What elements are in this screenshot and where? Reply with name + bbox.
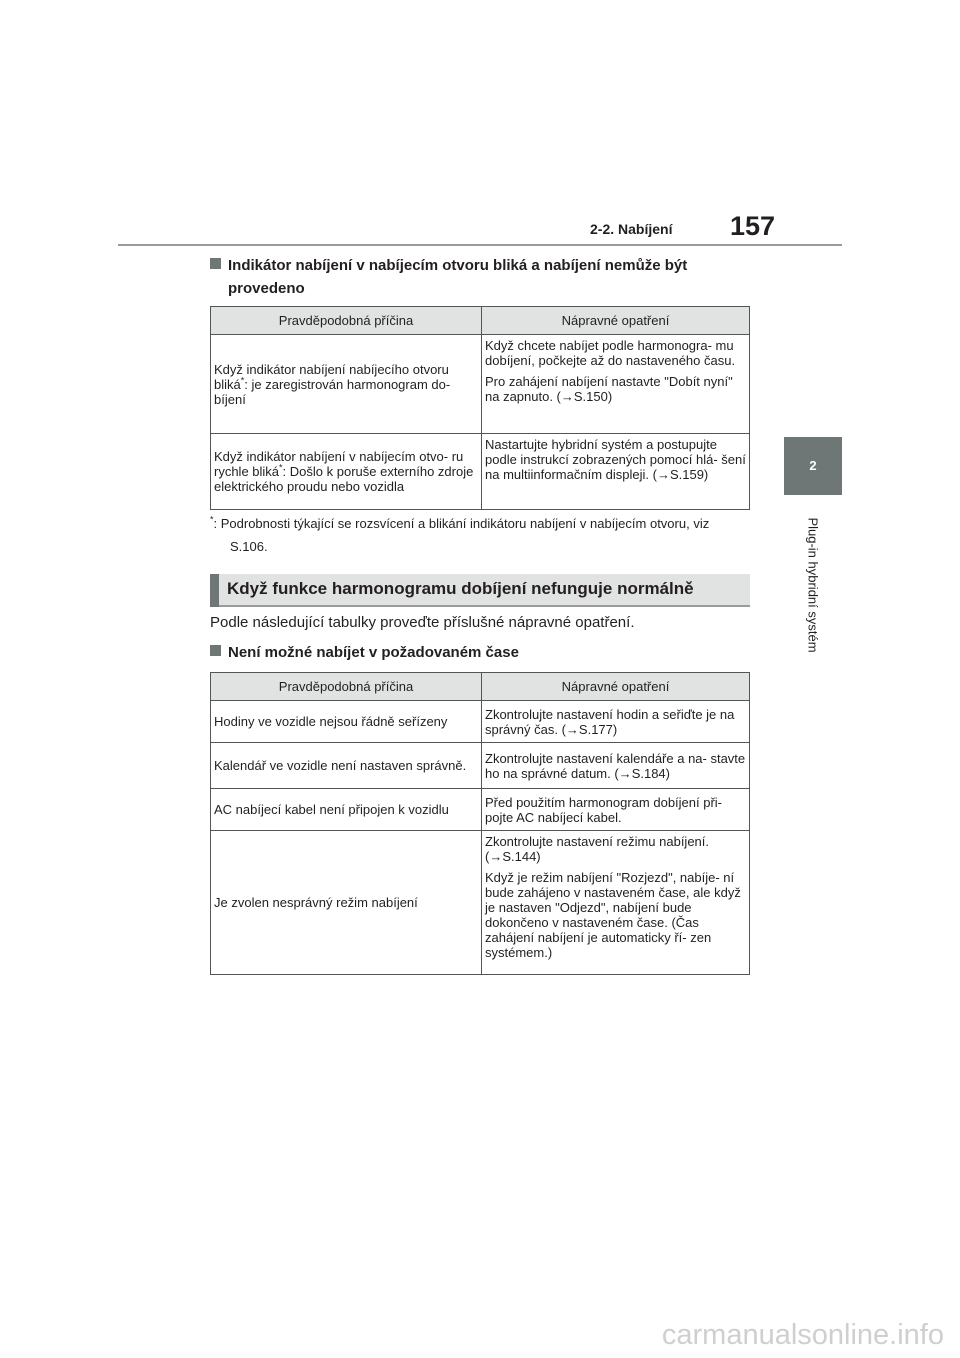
- subheading-text: Není možné nabíjet v požadovaném čase: [228, 644, 519, 661]
- section-heading-box: [210, 574, 750, 607]
- fix-cell: Zkontrolujte nastavení kalendáře a na- stavte ho na správné datum. (→S.184): [482, 743, 750, 789]
- chapter-label: [797, 505, 829, 665]
- troubleshooting-table-1: [210, 306, 750, 510]
- cause-cell: Hodiny ve vozidle nejsou řádně seřízeny: [211, 701, 482, 743]
- cause-cell: Když indikátor nabíjení nabíjecího otvoru bliká*: je zaregistrován harmonogram do- bíjení: [211, 335, 482, 434]
- intro-paragraph: Podle následující tabulky proveďte příslušné nápravné opatření.: [210, 614, 635, 631]
- column-header-cause: Pravděpodobná příčina: [211, 307, 482, 335]
- fix-cell: Když chcete nabíjet podle harmonogra- mu dobíjení, počkejte až do nastaveného času. Pro zahájení nabíjení nastavte "Dobít nyní" na zapnuto. (→S.150): [482, 335, 750, 434]
- cause-cell: AC nabíjecí kabel není připojen k vozidlu: [211, 789, 482, 831]
- subheading-indicator-blinking: [210, 254, 768, 300]
- table-row: [211, 335, 750, 434]
- square-bullet-icon: [210, 258, 221, 269]
- subheading-text: Indikátor nabíjení v nabíjecím otvoru bliká a nabíjení nemůže být provedeno: [228, 257, 688, 297]
- table-header-row: [211, 673, 750, 701]
- chapter-label-text: Plug-in hybridní systém: [805, 517, 821, 653]
- fix-cell: Zkontrolujte nastavení hodin a seřiďte je na správný čas. (→S.177): [482, 701, 750, 743]
- section-heading: Když funkce harmonogramu dobíjení nefunguje normálně: [227, 579, 694, 598]
- header-divider: [118, 244, 842, 246]
- square-bullet-icon: [210, 645, 221, 656]
- column-header-fix: Nápravné opatření: [482, 673, 750, 701]
- table-row: [211, 831, 750, 975]
- footnote: *: Podrobnosti týkající se rozsvícení a blikání indikátoru nabíjení v nabíjecím otvoru, viz S.106.: [210, 514, 710, 554]
- cause-cell: Kalendář ve vozidle není nastaven správně.: [211, 743, 482, 789]
- column-header-fix: Nápravné opatření: [482, 307, 750, 335]
- fix-cell: Zkontrolujte nastavení režimu nabíjení. (→S.144) Když je režim nabíjení "Rozjezd", nabíje- ní bude zahájeno v nastaveném čase, ale když je nastaven "Odjezd", nabíjení bude dokončeno v nastaveném čase. (Čas zahájení nabíjení je automaticky ří- zen systémem.): [482, 831, 750, 975]
- section-heading-bar: [210, 574, 219, 607]
- watermark: carmanualsonline.info: [661, 1319, 944, 1351]
- fix-cell: Před použitím harmonogram dobíjení při- pojte AC nabíjecí kabel.: [482, 789, 750, 831]
- subheading-not-possible: [210, 641, 519, 664]
- section-title: 2-2. Nabíjení: [590, 221, 673, 237]
- troubleshooting-table-2: [210, 672, 750, 975]
- chapter-tab: 2: [784, 437, 842, 495]
- table-row: [211, 789, 750, 831]
- cause-cell: Když indikátor nabíjení v nabíjecím otvo- ru rychle bliká*: Došlo k poruše externího zdroje elektrického proudu nebo vozidla: [211, 434, 482, 510]
- cause-cell: Je zvolen nesprávný režim nabíjení: [211, 831, 482, 975]
- table-row: [211, 701, 750, 743]
- fix-cell: Nastartujte hybridní systém a postupujte podle instrukcí zobrazených pomocí hlá- šení na multiinformačním displeji. (→S.159): [482, 434, 750, 510]
- page-number: 157: [730, 211, 776, 241]
- table-header-row: [211, 307, 750, 335]
- column-header-cause: Pravděpodobná příčina: [211, 673, 482, 701]
- table-row: [211, 743, 750, 789]
- table-row: [211, 434, 750, 510]
